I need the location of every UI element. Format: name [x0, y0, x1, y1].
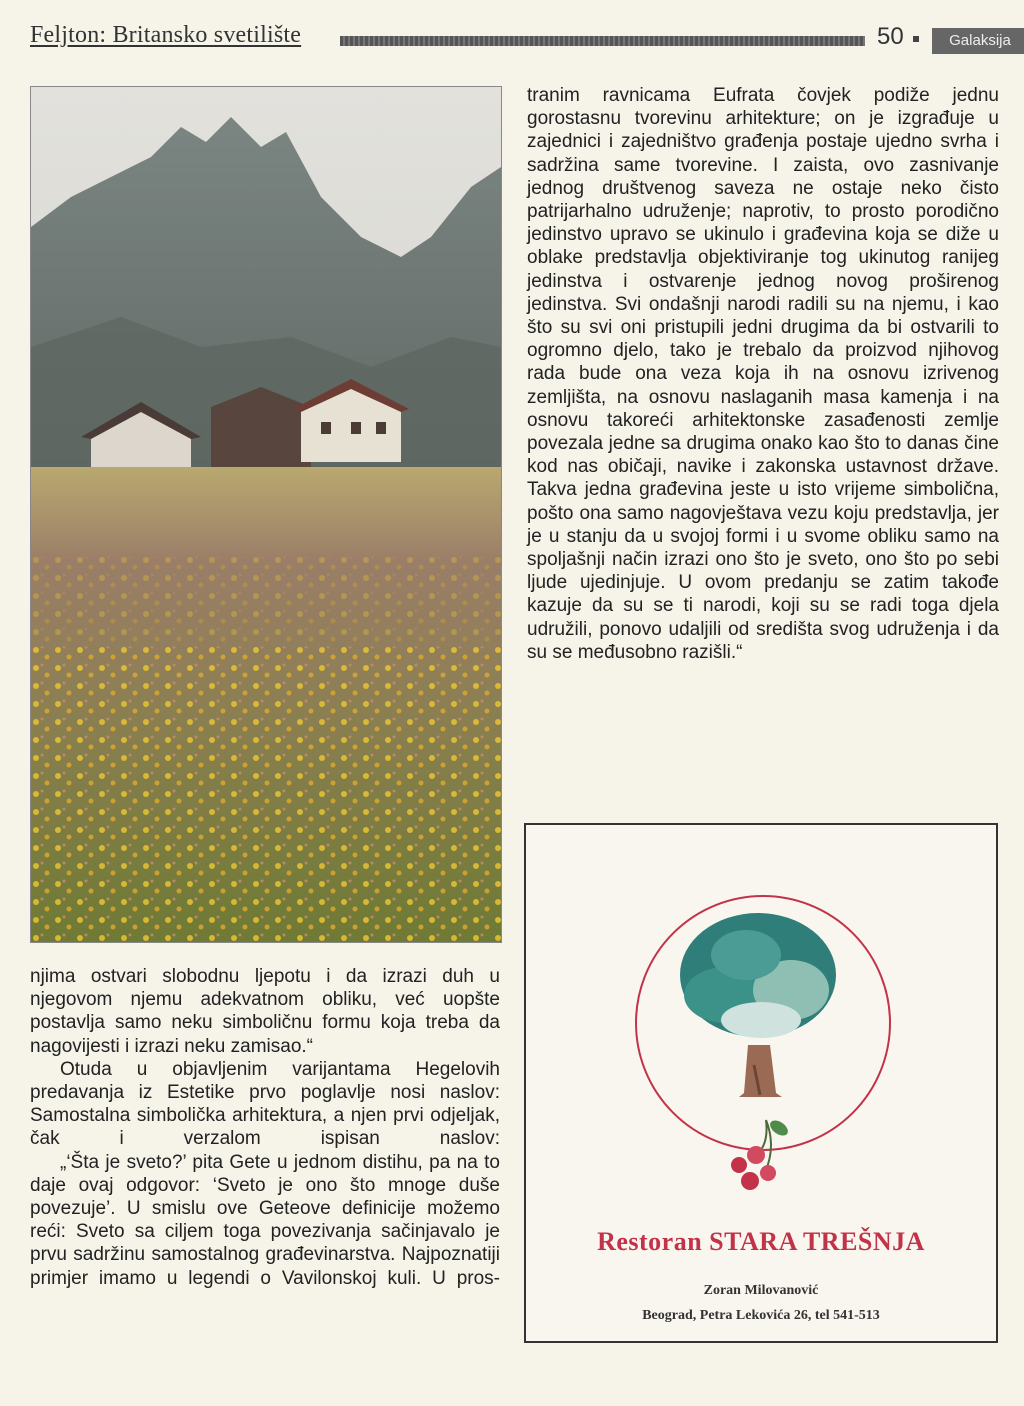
- section-badge: Galaksija: [932, 28, 1024, 54]
- paragraph: Otuda u objavljenim varijantama Hegelovih predavanja iz Estetike prvo poglavlje nosi naslov: Samostalna simbolička arhitektura, a njen prvi odjeljak, čak i verzalom ispisan naslov:: [30, 1058, 500, 1150]
- restaurant-name: Restoran STARA TREŠNJA: [597, 1227, 925, 1256]
- paragraph: „‘Šta je sveto?’ pita Gete u jednom distihu, pa na to daje ovaj odgovor: ‘Sveto je ono što mnoge duše povezuje’. U smislu ove Geteove definicije možemo reći: Sveto sa ciljem toga povezivanja sačinjavalo je prvu sadržinu samostalnog građevinarstva. Najpoznatiji primjer imamo u legendi o Vavilonskoj kuli. U pros-: [30, 1151, 500, 1289]
- address-line: Beograd, Petra Lekovića 26, tel 541-513: [642, 1308, 880, 1323]
- header-rule: [340, 36, 865, 46]
- tree-and-cherries-logo: [526, 825, 996, 1341]
- meadow-photo: [30, 86, 502, 943]
- owner-name: Zoran Milovanović: [703, 1283, 819, 1298]
- page-number: 50: [877, 23, 904, 50]
- paragraph: tranim ravnicama Eufrata čovjek podiže jednu gorostasnu tvorevinu arhitekture; on je izgrađuje u zajednici i zajedništvo građenja postaje ujedno svrha i sadržina same tvorevine. I zaista, ovo zasnivanje jednog društvenog saveza ne ostaje neko čisto patrijarhalno udruženje; naprotiv, to prosto porodično jedinstvo upravo se ukinulo i građevina koja se diže u oblake predstavlja objektiviranje tog ukinutog ranijeg jedinstva i ostvarenje jednog novog proširenog jedinstva. Svi ondašnji narodi radili su na njemu, i kao što su svi oni pristupili jedni drugima da bi ostvarili to ogromno djelo, tako je trebalo da proizvod njihovog rada bude ona veza koja ih na osnovu izrivenog zemljišta, na osnovu naslaganih masa kamenja i na osnovu takoreći arhitektonske zasađenosti zemlje povezala jedne sa drugima onako kao što to danas čine kod nas običaji, navike i zakonska ustavnost države. Takva jedna građevina jeste u isto vrijeme simbolična, pošto ona samo nagovještava vezu koju predstavlja, jer je u stanju da u svojoj formi i u svome obliku samo na spoljašnji način izrazi ono što je sveto, ono što po sebi ljude ujedinjuje. U ovom predanju se zatim takođe kazuje da su se ti narodi, koji su se radi toga djela udružili, ponovo udaljili od središta svog udruženja i da su se međusobno razišli.“: [527, 85, 999, 663]
- right-text-column: [527, 84, 999, 664]
- feuilleton-title: Feljton: Britansko svetilište: [30, 22, 302, 48]
- page-header: [30, 22, 1011, 56]
- paragraph: njima ostvari slobodnu ljepotu i da izrazi duh u njegovom njemu adekvatnom obliku, već uopšte postavlja samo neku simboličnu formu koja treba da nagovijesti i izrazi neku zamisao.“: [30, 966, 500, 1057]
- restaurant-advertisement: [524, 823, 998, 1343]
- left-text-column: [30, 965, 500, 1290]
- separator-bullet: [913, 36, 919, 42]
